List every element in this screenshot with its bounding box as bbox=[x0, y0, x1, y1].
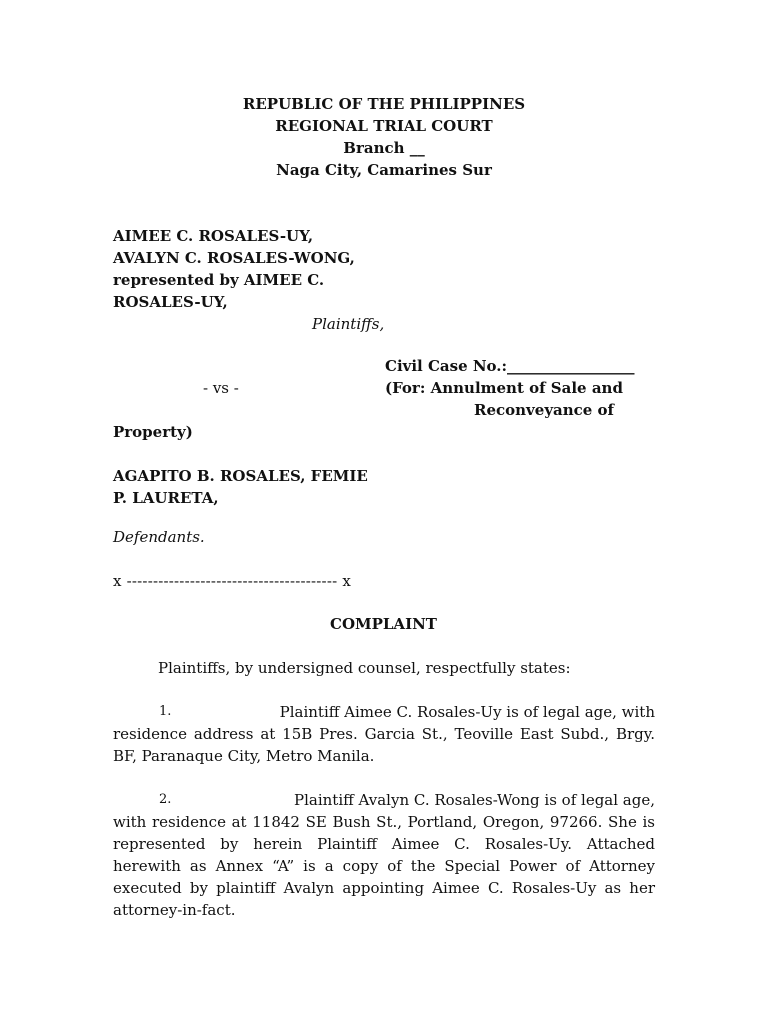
document-title: COMPLAINT bbox=[330, 615, 437, 633]
case-nature-line-1: (For: Annulment of Sale and bbox=[385, 379, 623, 397]
paragraph-number: 2. bbox=[159, 792, 172, 807]
paragraph-line: herewith as Annex “A” is a copy of the Special Power of Attorney bbox=[113, 857, 655, 875]
versus-label: - vs - bbox=[203, 379, 239, 397]
plaintiff-name-1: AIMEE C. ROSALES-UY, bbox=[113, 227, 314, 245]
paragraph-number: 1. bbox=[159, 704, 172, 719]
paragraph-line: with residence at 11842 SE Bush St., Portland, Oregon, 97266. She is bbox=[113, 813, 655, 831]
intro-sentence: Plaintiffs, by undersigned counsel, respectfully states: bbox=[158, 659, 571, 677]
numbered-paragraph bbox=[113, 701, 655, 767]
plaintiff-represented: represented by AIMEE C. bbox=[113, 271, 325, 289]
plaintiff-represented-name: ROSALES-UY, bbox=[113, 293, 228, 311]
paragraph-line bbox=[113, 789, 655, 811]
header-court: REGIONAL TRIAL COURT bbox=[275, 117, 493, 135]
caption-separator: x ---------------------------------------- x bbox=[113, 572, 351, 590]
paragraph-text: Plaintiff Avalyn C. Rosales-Wong is of legal age, bbox=[294, 791, 655, 809]
paragraph-line: residence address at 15B Pres. Garcia St., Teoville East Subd., Brgy. bbox=[113, 725, 655, 743]
paragraph-line: executed by plaintiff Avalyn appointing Aimee C. Rosales-Uy as her bbox=[113, 879, 655, 897]
paragraph-line: attorney-in-fact. bbox=[113, 901, 236, 919]
defendants-role-label: Defendants. bbox=[113, 528, 205, 546]
paragraph-text: Plaintiff Aimee C. Rosales-Uy is of legal age, with bbox=[279, 703, 655, 721]
plaintiff-name-2: AVALYN C. ROSALES-WONG, bbox=[113, 249, 355, 267]
paragraph-line bbox=[113, 701, 655, 723]
plaintiffs-role-label: Plaintiffs, bbox=[312, 315, 385, 333]
header-republic: REPUBLIC OF THE PHILIPPINES bbox=[242, 95, 526, 113]
defendant-name-2: P. LAURETA, bbox=[113, 489, 219, 507]
case-nature-line-2: Reconveyance of bbox=[474, 401, 615, 419]
numbered-paragraph bbox=[113, 789, 655, 921]
civil-case-number: Civil Case No.:_________________ bbox=[385, 357, 635, 375]
defendant-name-1: AGAPITO B. ROSALES, FEMIE bbox=[113, 467, 368, 485]
case-nature-line-3: Property) bbox=[113, 423, 193, 441]
header-city: Naga City, Camarines Sur bbox=[276, 161, 492, 179]
paragraph-line: BF, Paranaque City, Metro Manila. bbox=[113, 747, 375, 765]
paragraph-line: represented by herein Plaintiff Aimee C. Rosales-Uy. Attached bbox=[113, 835, 655, 853]
header-branch: Branch __ bbox=[343, 139, 425, 157]
